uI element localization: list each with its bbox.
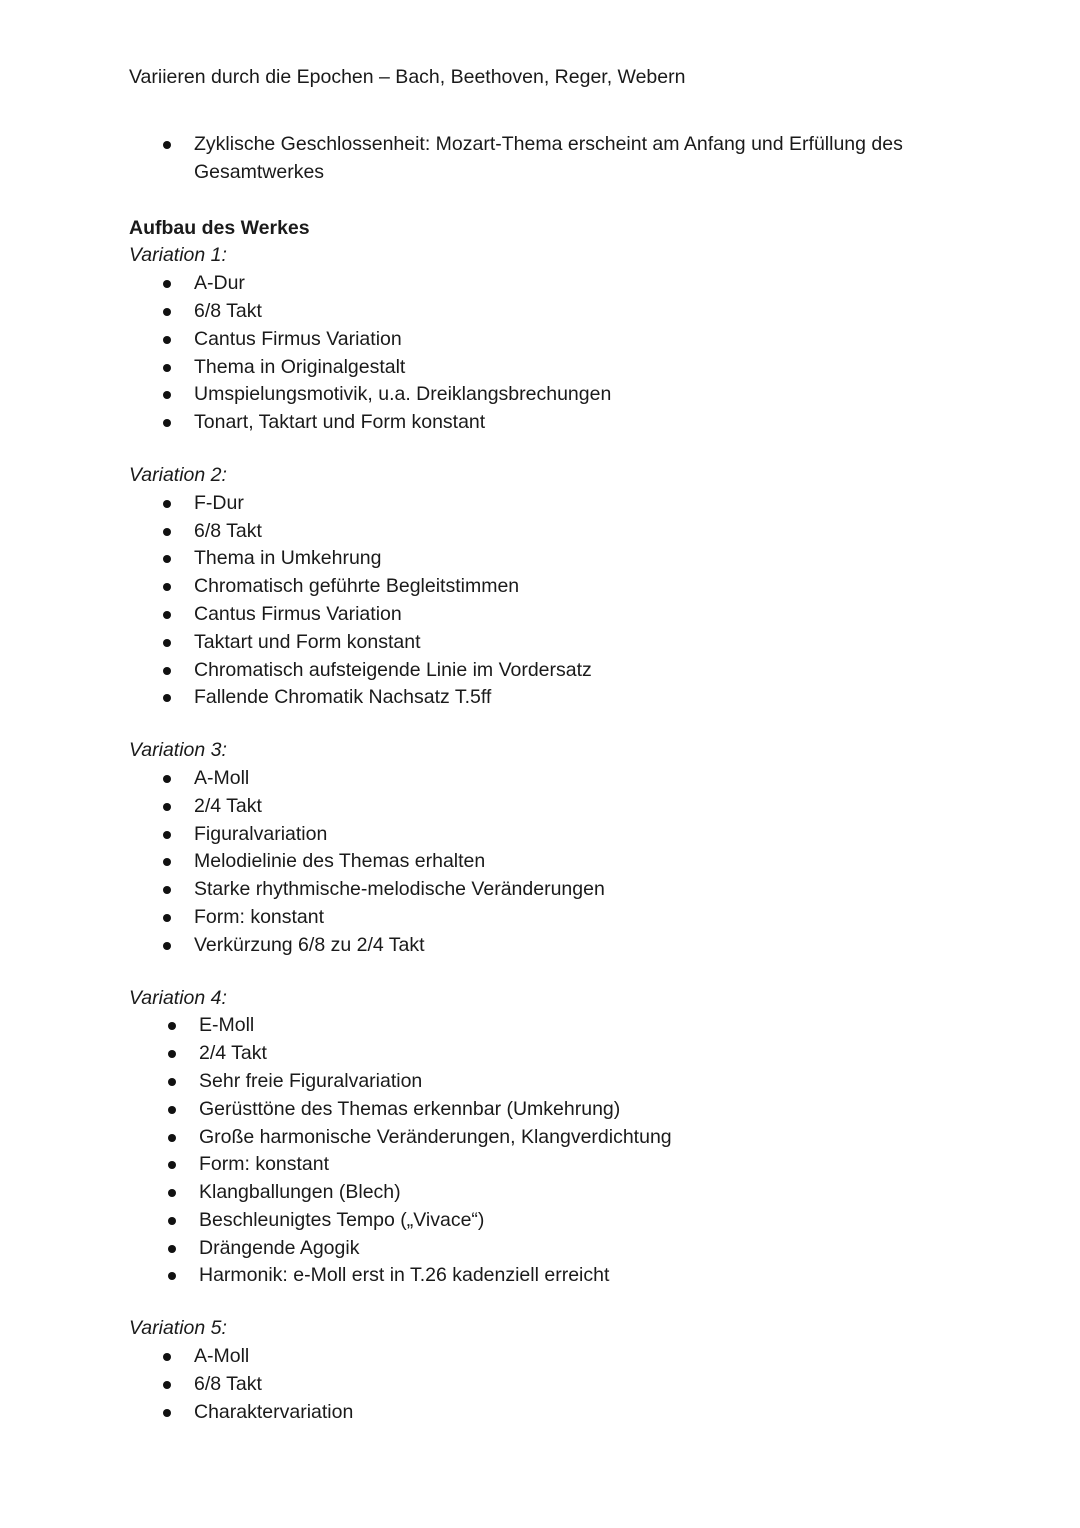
list-item: Thema in Originalgestalt [129,354,1009,382]
list-item: Sehr freie Figuralvariation [129,1068,1009,1096]
list-item: A-Moll [129,765,1009,793]
list-item: A-Moll [129,1343,1009,1371]
list-item: Umspielungsmotivik, u.a. Dreiklangsbrechungen [129,381,1009,409]
list-item: Harmonik: e-Moll erst in T.26 kadenziell erreicht [129,1262,1009,1290]
list-item: Fallende Chromatik Nachsatz T.5ff [129,684,1009,712]
document-page [129,64,1009,1426]
list-item: E-Moll [129,1012,1009,1040]
list-item: Cantus Firmus Variation [129,601,1009,629]
list-item: Starke rhythmische-melodische Veränderungen [129,876,1009,904]
list-item: Drängende Agogik [129,1235,1009,1263]
list-item: Thema in Umkehrung [129,545,1009,573]
variation-5-title: Variation 5: [129,1317,227,1340]
list-item: Form: konstant [129,904,1009,932]
section-title: Aufbau des Werkes [129,216,310,239]
variation-1-title: Variation 1: [129,244,227,267]
intro-item: Zyklische Geschlossenheit: Mozart-Thema erscheint am Anfang und Erfüllung des Gesamtwerkes [129,131,954,187]
list-item: Verkürzung 6/8 zu 2/4 Takt [129,932,1009,960]
list-item: Gerüsttöne des Themas erkennbar (Umkehrung) [129,1096,1009,1124]
list-item: Tonart, Taktart und Form konstant [129,409,1009,437]
list-item: 2/4 Takt [129,793,1009,821]
intro-list [129,131,1009,187]
variation-3-title: Variation 3: [129,739,227,762]
variation-4-list [129,1012,1009,1290]
list-item: Chromatisch aufsteigende Linie im Vordersatz [129,657,1009,685]
list-item: Cantus Firmus Variation [129,326,1009,354]
list-item: Klangballungen (Blech) [129,1179,1009,1207]
variation-3-list [129,765,1009,960]
list-item: Form: konstant [129,1151,1009,1179]
list-item: Charaktervariation [129,1399,1009,1427]
list-item: Figuralvariation [129,821,1009,849]
list-item: A-Dur [129,270,1009,298]
list-item: 6/8 Takt [129,298,1009,326]
variation-4-title: Variation 4: [129,986,227,1009]
list-item: F-Dur [129,490,1009,518]
variation-2-title: Variation 2: [129,463,227,486]
list-item: Melodielinie des Themas erhalten [129,848,1009,876]
variation-5-list [129,1343,1009,1426]
page-header: Variieren durch die Epochen – Bach, Beethoven, Reger, Webern [129,66,686,88]
list-item: Große harmonische Veränderungen, Klangverdichtung [129,1124,1009,1152]
list-item: 2/4 Takt [129,1040,1009,1068]
list-item: 6/8 Takt [129,1371,1009,1399]
list-item: Taktart und Form konstant [129,629,1009,657]
variation-1-list [129,270,1009,437]
list-item: Beschleunigtes Tempo („Vivace“) [129,1207,1009,1235]
variation-2-list [129,490,1009,712]
list-item: Chromatisch geführte Begleitstimmen [129,573,1009,601]
list-item: 6/8 Takt [129,518,1009,546]
